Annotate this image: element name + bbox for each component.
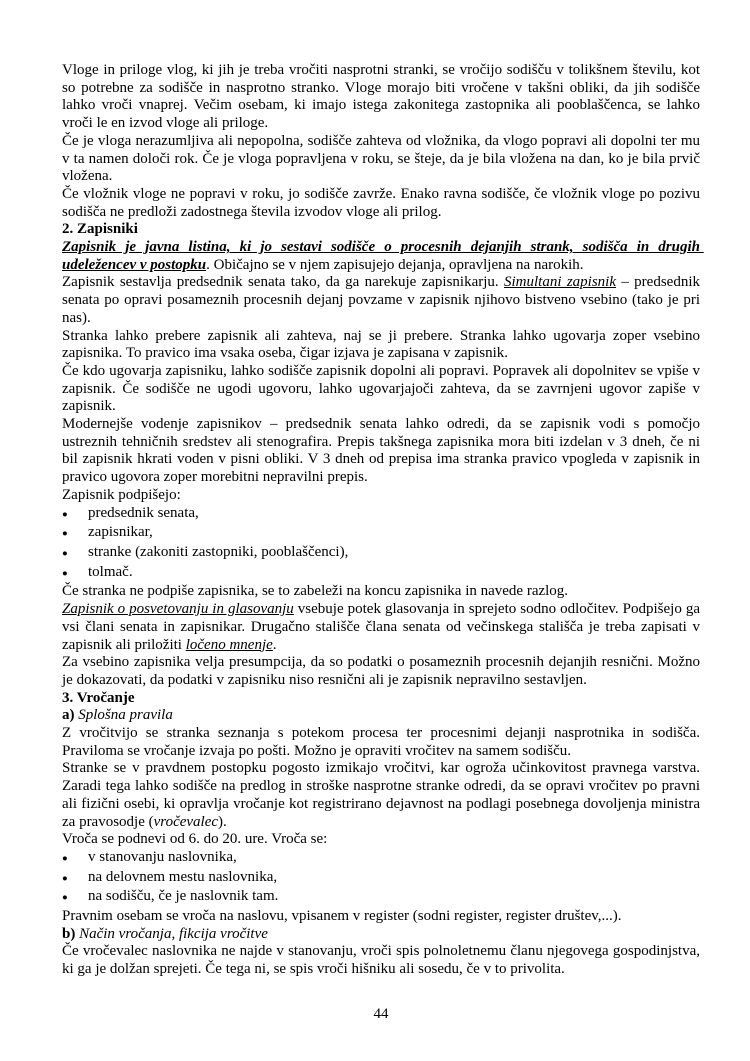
bullet-icon: ●	[62, 893, 68, 904]
bullet-icon: ●	[62, 548, 68, 559]
text-run: Stranke se v pravdnem postopku pogosto izmikajo vročitvi, kar ogroža učinkovitost pravnega varstva. Zaradi tega lahko sodišče na predlog in stroške nasprotne stranke odredi, da se opravi vročitev po pravni ali fizični osebi, ki opravlja vročanje kot registrirano dejavnost na podlagi posebnega dovoljenja ministra za pravosodje (	[62, 760, 704, 830]
text-run: Zapisnik sestavlja predsednik senata tako, da ga narekuje zapisnikarju.	[62, 274, 504, 291]
text-run: Splošna pravila	[78, 707, 173, 724]
paragraph	[62, 908, 700, 926]
paragraph	[62, 132, 704, 186]
list-item	[62, 869, 700, 889]
text-run: Če kdo ugovarja zapisniku, lahko sodišče zapisnik dopolni ali popravi. Popravek ali dopolnitev se vpiše v zapisnik. Če sodišče ne ugodi ugovoru, lahko ugovarjajoči zahteva, da se zavrnjeni ugovor zapiše v zapisnik.	[62, 362, 704, 415]
text-run: Za vsebino zapisnika velja presumpcija, da so podatki o posameznih procesnih dejanjih resnični. Možno je dokazovati, da podatki v zapisniku niso resnični ali je zapisnik nepravilno sestavljen.	[62, 654, 704, 688]
text-run: ločeno mnenje	[185, 636, 273, 653]
bullet-icon: ●	[62, 853, 68, 864]
list-item-text: tolmač.	[88, 563, 133, 580]
heading	[62, 690, 700, 708]
text-run: Vloge in priloge vlog, ki jih je treba vročiti nasprotni stranki, se vročijo sodišču v tolikšnem številu, kot so potrebne za sodišče in nasprotno stranko. Vloge morajo biti vročene v takšni obliki, da jih sodišče lahko vroči vnaprej. Večim osebam, ki imajo istega zakonitega zastopnika ali pooblaščenca, se lahko vroči le en izvod vloge ali priloge.	[62, 62, 704, 132]
text-run: Zapisnik o posvetovanju in glasovanju	[62, 601, 294, 618]
text-run: Pravnim osebam se vroča na naslovu, vpisanem v register (sodni register, register društev,...).	[62, 908, 622, 925]
text-run: Z vročitvijo se stranka seznanja s potekom procesa ter procesnimi dejanji nasprotnika in sodišča. Praviloma se vročanje izvaja po pošti. Možno je opraviti vročitev na samem sodišču.	[62, 725, 704, 759]
text-run: – predsednik senata po opravi posameznih procesnih dejanj povzame v zapisnik njihovo bistveno vsebino (tako je pri nas).	[62, 274, 704, 326]
list-item-text: na sodišču, če je naslovnik tam.	[88, 888, 279, 905]
paragraph	[62, 831, 700, 849]
paragraph	[62, 274, 704, 327]
paragraph	[62, 926, 700, 944]
paragraph	[62, 725, 704, 760]
text-run: .	[272, 636, 277, 653]
text-run: . Običajno se v njem zapisujejo dejanja, opravljena na narokih.	[206, 256, 584, 273]
paragraph	[62, 185, 704, 221]
paragraph	[62, 239, 704, 274]
list-item	[62, 564, 700, 584]
paragraph	[62, 327, 704, 363]
text-run: Vroča se podnevi od 6. do 20. ure. Vroča se:	[62, 831, 328, 848]
paragraph	[62, 601, 704, 654]
text-run: Zapisnik podpišejo:	[62, 486, 181, 503]
paragraph	[62, 583, 700, 601]
list-item	[62, 849, 700, 869]
list-item	[62, 544, 700, 564]
text-run: Simultani zapisnik	[504, 274, 617, 291]
text-run: Če vložnik vloge ne popravi v roku, jo sodišče zavrže. Enako ravna sodišče, če vložnik vloge po pozivu sodišča ne predloži zadostnega števila izvodov vloge ali prilog.	[62, 185, 704, 220]
text-run: Zapisnik je javna listina, ki jo sestavi sodišče o procesnih dejanjih strank, sodišča in drugih udeležencev v postopku	[62, 239, 704, 273]
paragraph	[62, 654, 704, 689]
text-run: Modernejše vodenje zapisnikov – predsednik senata lahko odredi, da se zapisnik vodi s pomočjo ustreznih tehničnih sredstev ali stenografira. Prepis takšnega zapisnika mora biti izdelan v 3 dneh, če ni bil zapisnik hkrati voden v pisni obliki. V 3 dneh od prepisa ima stranka pravico vpogleda v zapisnik in pravico ugovora zoper morebitni nepravilni prepis.	[62, 416, 704, 486]
paragraph	[62, 416, 704, 487]
paragraph	[62, 362, 704, 416]
paragraph	[62, 707, 700, 725]
list-item-text: na delovnem mestu naslovnika,	[88, 868, 278, 885]
list-item	[62, 505, 700, 525]
list-item-text: predsednik senata,	[88, 504, 199, 521]
list-item-text: zapisnikar,	[88, 524, 153, 541]
bullet-icon: ●	[62, 873, 68, 884]
text-run: 2. Zapisniki	[62, 221, 138, 238]
text-run: 3. Vročanje	[62, 689, 135, 706]
list-item	[62, 888, 700, 908]
bullet-icon: ●	[62, 529, 68, 540]
page-number: 44	[373, 1006, 389, 1022]
list-item-text: stranke (zakoniti zastopniki, pooblaščenci),	[88, 543, 349, 560]
heading	[62, 221, 700, 239]
text-run: b)	[62, 925, 80, 942]
text-run: vsebuje potek glasovanja in sprejeto sodno odločitev. Podpišejo ga vsi člani senata in zapisnikar. Drugačno stališče člana senata od večinskega stališča je treba zapisati v zapisnik ali priložiti	[62, 601, 704, 653]
list-item-text: v stanovanju naslovnika,	[88, 848, 237, 865]
text-run: Če vročevalec naslovnika ne najde v stanovanju, vroči spis polnoletnemu članu njegovega gospodinjstva, ki ga je dolžan sprejeti. Če tega ni, se spis vroči hišniku ali sosedu, če v to privolita.	[62, 943, 704, 978]
list-item	[62, 524, 700, 544]
bullet-icon: ●	[62, 509, 68, 520]
bullet-icon: ●	[62, 568, 68, 579]
text-run: Če je vloga nerazumljiva ali nepopolna, sodišče zahteva od vložnika, da vlogo popravi ali dopolni ter mu v ta namen določi rok. Če je vloga popravljena v roku, se šteje, da je bila vložena na dan, ko je bila prvič vložena.	[62, 132, 704, 185]
paragraph	[62, 62, 704, 133]
text-run: Če stranka ne podpiše zapisnika, se to zabeleži na koncu zapisnika in navede razlog.	[62, 583, 569, 600]
document-content	[62, 62, 704, 979]
text-run: vročevalec	[153, 813, 219, 830]
paragraph	[62, 487, 700, 505]
text-run: a)	[62, 707, 79, 724]
text-run: Stranka lahko prebere zapisnik ali zahteva, naj se ji prebere. Stranka lahko ugovarja zoper vsebino zapisnika. To pravico ima vsaka oseba, čigar izjava je zapisana v zapisnik.	[62, 327, 704, 362]
text-run: ).	[218, 813, 227, 830]
paragraph	[62, 943, 704, 978]
text-run: Način vročanja, fikcija vročitve	[79, 925, 268, 942]
paragraph	[62, 760, 704, 831]
